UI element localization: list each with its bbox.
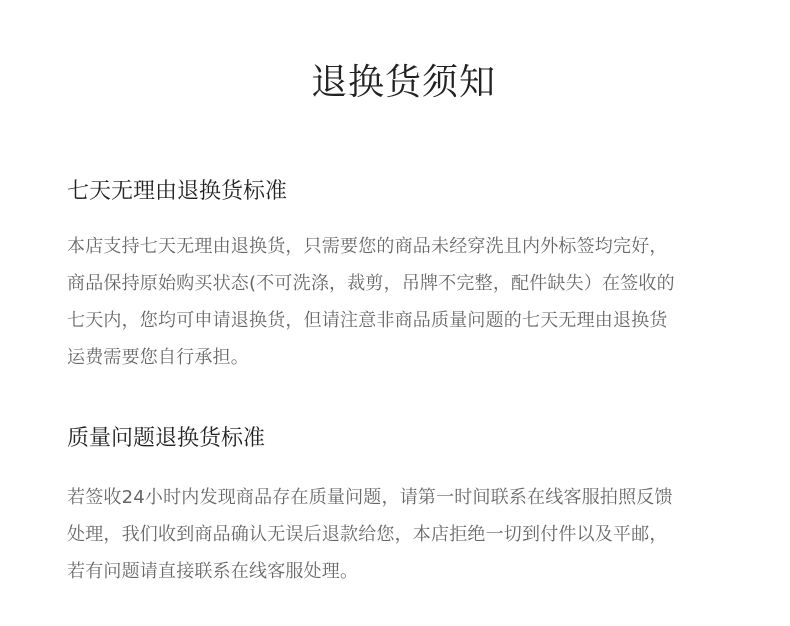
body-line: 七天内，您均可申请退换货，但请注意非商品质量问题的七天无理由退换货 [67, 310, 668, 331]
section-heading: 七天无理由退换货标准 [67, 179, 288, 204]
body-line: 运费需要您自行承担。 [67, 347, 249, 368]
body-line: 商品保持原始购买状态(不可洗涤，裁剪，吊牌不完整，配件缺失）在签收的 [67, 273, 675, 294]
body-line: 若有问题请直接联系在线客服处理。 [67, 561, 359, 582]
section-body [67, 479, 750, 590]
body-line: 处理，我们收到商品确认无误后退款给您，本店拒绝一切到付件以及平邮， [67, 524, 668, 545]
page-title: 退换货须知 [310, 62, 496, 103]
body-line: 本店支持七天无理由退换货，只需要您的商品未经穿洗且内外标签均完好， [67, 236, 668, 257]
section-seven-day-return [67, 176, 750, 376]
section-quality-issue-return [67, 423, 750, 590]
section-body [67, 228, 750, 376]
section-heading: 质量问题退换货标准 [67, 426, 266, 451]
body-line: 若签收24小时内发现商品存在质量问题，请第一时间联系在线客服拍照反馈 [67, 487, 673, 508]
